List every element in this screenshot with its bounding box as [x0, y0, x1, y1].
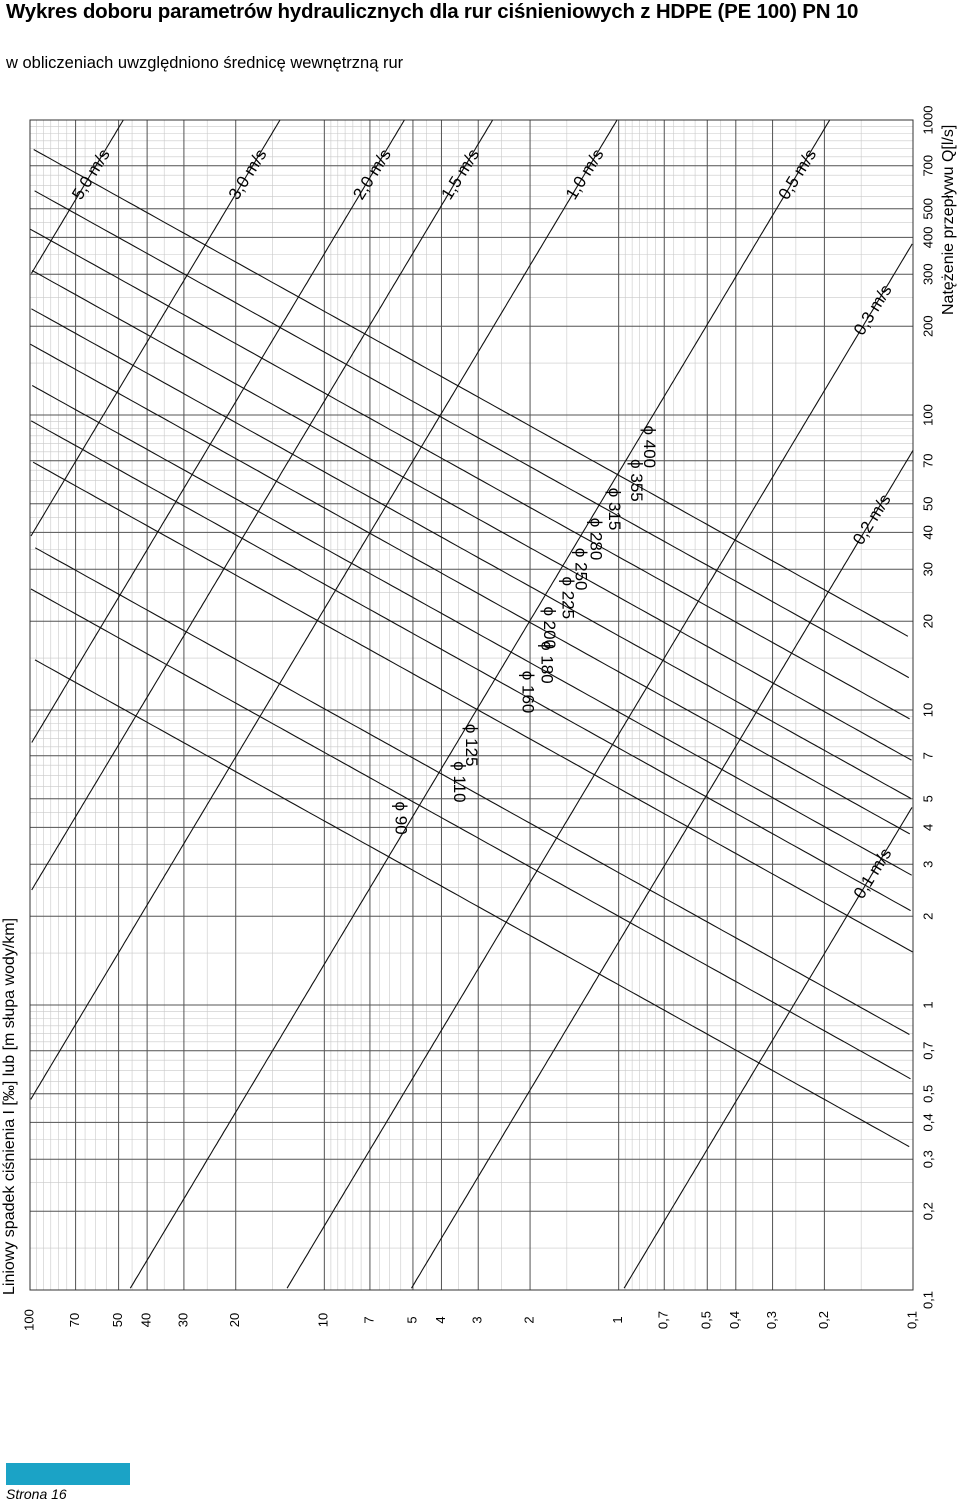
q-tick-label: 400	[920, 226, 936, 249]
q-tick-label: 500	[920, 197, 936, 220]
q-tick-label: 2	[920, 912, 936, 920]
q-tick-label: 200	[920, 315, 936, 338]
page-subtitle: w obliczeniach uwzględniono średnicę wewnętrzną rur	[6, 54, 404, 72]
q-tick-label: 100	[920, 404, 936, 426]
q-tick-label: 7	[920, 752, 936, 760]
pipe-label-280: ϕ 280	[586, 517, 606, 561]
velocity-label-0: 0,1 m/s	[849, 844, 896, 903]
q-tick-label: 0,7	[920, 1041, 936, 1060]
pipe-line-dn180	[31, 421, 910, 911]
i-tick-label: 3	[469, 1316, 485, 1324]
pipe-label-315: ϕ 315	[605, 487, 625, 531]
velocity-label-7: 3,0 m/s	[224, 145, 271, 204]
q-tick-label: 70	[920, 453, 936, 468]
i-tick-label: 10	[315, 1312, 331, 1328]
pipe-line-dn315	[30, 229, 909, 719]
minor-grid	[30, 120, 913, 1290]
pipe-line-dn160	[33, 462, 912, 952]
pipe-label-400: ϕ 400	[640, 425, 660, 469]
i-tick-label: 0,1	[904, 1310, 920, 1330]
pipe-label-160: ϕ 160	[518, 670, 538, 714]
q-tick-label: 3	[920, 860, 936, 868]
velocity-label-2: 0,3 m/s	[849, 281, 896, 339]
q-tick-label: 1000	[920, 105, 936, 135]
i-tick-label: 0,4	[727, 1310, 743, 1330]
pipe-label-250: ϕ 250	[571, 547, 591, 591]
plot-frame	[30, 120, 913, 1290]
pipe-series	[30, 150, 912, 1147]
i-tick-label: 30	[175, 1312, 191, 1328]
i-tick-label: 50	[110, 1312, 126, 1328]
i-axis-title: Liniowy spadek ciśnienia I [‰] lub [m słupa wody/km]	[1, 917, 18, 1295]
page-title: Wykres doboru parametrów hydraulicznych dla rur ciśnieniowych z HDPE (PE 100) PN 10	[6, 0, 859, 23]
q-tick-label: 40	[920, 525, 936, 540]
i-tick-label: 0,7	[655, 1311, 671, 1330]
page-number: Strona 16	[6, 1486, 67, 1502]
footer-accent-bar	[6, 1463, 130, 1485]
velocity-label-6: 2,0 m/s	[349, 145, 395, 204]
major-grid	[30, 120, 913, 1290]
q-tick-label: 10	[920, 702, 936, 718]
q-tick-label: 20	[920, 613, 936, 629]
velocity-label-5: 1,5 m/s	[437, 145, 484, 203]
velocity-series	[31, 120, 913, 1288]
q-tick-label: 0,5	[920, 1084, 936, 1103]
i-tick-label: 0,5	[698, 1310, 714, 1330]
q-tick-label: 700	[920, 154, 936, 177]
q-tick-label: 4	[920, 823, 936, 832]
i-tick-label: 0,3	[764, 1310, 780, 1330]
velocity-line-1	[412, 450, 914, 1288]
velocity-label-3: 0,5 m/s	[774, 145, 821, 204]
pipe-label-125: ϕ 125	[462, 723, 482, 767]
q-tick-label: 300	[920, 263, 936, 286]
velocity-label-1: 0,2 m/s	[849, 490, 895, 549]
pipe-label-110: ϕ 110	[449, 761, 469, 803]
velocity-label-8: 5,0 m/s	[68, 145, 114, 204]
i-tick-label: 100	[21, 1309, 37, 1331]
i-tick-label: 20	[227, 1312, 243, 1328]
i-tick-label: 1	[610, 1316, 626, 1324]
i-tick-label: 7	[361, 1316, 377, 1324]
q-tick-label: 0,3	[920, 1150, 936, 1169]
pipe-line-dn355	[35, 191, 909, 678]
q-tick-label: 30	[920, 561, 936, 577]
i-tick-label: 70	[67, 1312, 83, 1328]
q-tick-label: 5	[920, 795, 936, 803]
pipe-label-355: ϕ 355	[627, 459, 647, 502]
i-tick-label: 0,2	[815, 1310, 831, 1330]
pipe-label-200: ϕ 200	[539, 606, 559, 650]
velocity-line-2	[287, 244, 912, 1288]
pipe-label-225: ϕ 225	[558, 576, 578, 620]
q-tick-label: 1	[920, 1001, 936, 1009]
q-tick-label: 0,1	[920, 1290, 936, 1310]
q-tick-label: 0,4	[920, 1113, 936, 1132]
i-tick-label: 2	[521, 1316, 537, 1324]
i-tick-label: 5	[404, 1316, 420, 1324]
chart-labels	[68, 146, 895, 903]
i-tick-label: 40	[138, 1312, 154, 1328]
velocity-label-4: 1,0 m/s	[561, 145, 608, 203]
pipe-label-90: ϕ 90	[391, 801, 411, 835]
q-tick-label: 50	[920, 496, 936, 512]
q-axis-title: Natężenie przepływu Q[l/s]	[940, 124, 957, 315]
i-tick-label: 4	[432, 1316, 448, 1324]
velocity-line-3	[130, 120, 829, 1288]
q-tick-label: 0,2	[920, 1202, 936, 1221]
pipe-label-180: ϕ 180	[537, 641, 557, 684]
velocity-line-5	[32, 120, 493, 890]
